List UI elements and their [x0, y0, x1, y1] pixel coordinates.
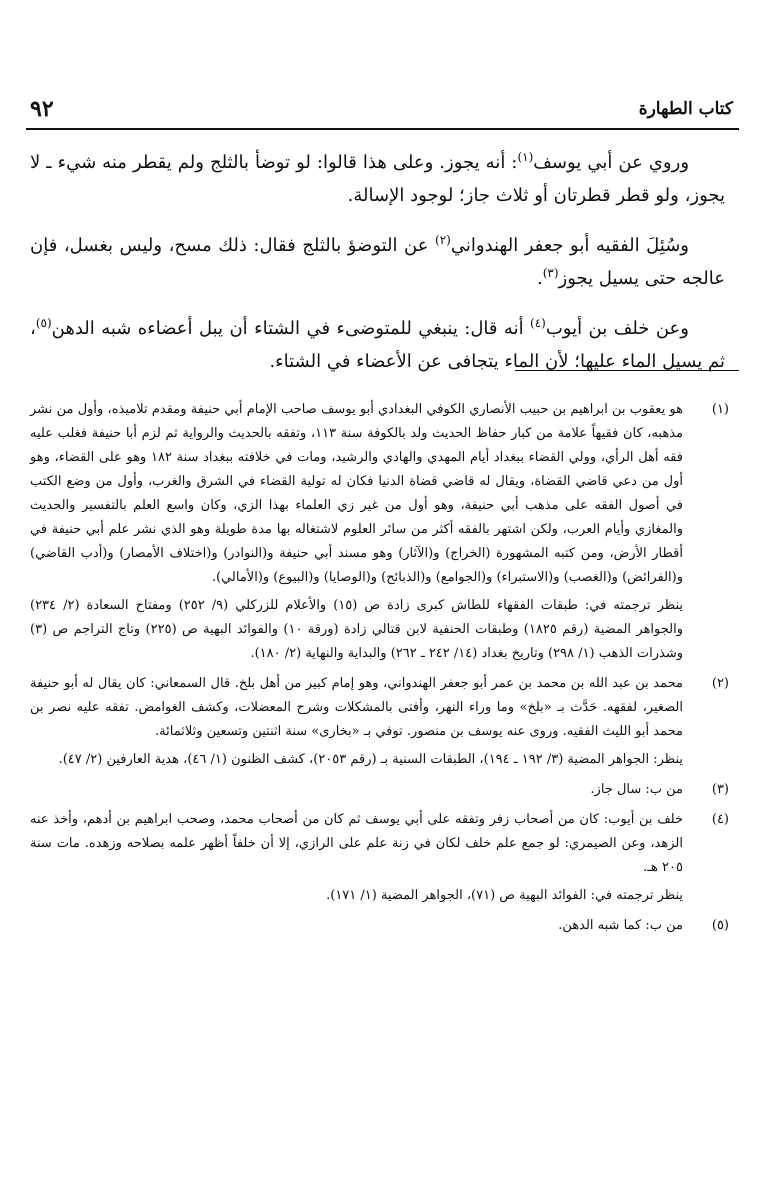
header-divider	[26, 128, 739, 130]
footnote-number: (٤)	[711, 812, 729, 827]
footnote-text: ينظر ترجمته في: طبقات الفقهاء للطاش كبرى زادة ص (١٥) والأعلام للزركلي (٩/ ٢٥٢) ومفتاح السعادة (٢/ ٢٣٤) والجواهر المضية (رقم ١٨٢٥) وطبقات الحنفية لابن قتالي زادة (ورقة ١٠) والفوائد البهية ص (٢٢٥) وتاج التراجم ص (٣) وشذرات الذهب (١/ ٢٩٨) وتاريخ بغداد (١٤/ ٢٤٢ ـ ٢٦٢) والبداية والنهاية (٢/ ١٨٠).	[30, 598, 684, 661]
main-paragraph: وسُئِلَ الفقيه أبو جعفر الهندواني$^{(٢)}$ عن التوضؤ بالثلج فقال: ذلك مسح، وليس بغسل، فإن عالجه حتى يسيل يجوز$^{(٣)}$.	[30, 233, 725, 289]
footnote-text: هو يعقوب بن ابراهيم بن حبيب الأنصاري الكوفي البغدادي أبو يوسف صاحب الإمام أبي حنيفة ومقدم تلاميذه، وأول من نشر مذهبه، كان فقيهاً علامة من كبار حفاظ الحديث ولد بالكوفة سنة ١١٣، وتفقه بالحديث والرواية ثم لزم أبا حنيفة فغلب عليه فقه أهل الرأي، وولي القضاء ببغداد أيام المهدي والهادي والرشيد، ومات في خلافته ببغداد سنة ١٨٢ وهو على القضاء، وهو أول من دعي قاضي القضاة، ويقال له قاضي قضاة الدنيا فكان له تولية القضاء في الشرق والغرب، وأول من وضع الكتب في أصول الفقه على مذهب أبي حنيفة، وهو أول من غير زي العلماء بهذا الزي، وكان واسع العلم بالتفسير والحديث والمغازي وأيام العرب، ولكن اشتهر بالفقه أكثر من سائر العلوم لاشتغاله بها مدة طويلة وهو الذي نشر علم أبي حنيفة في أقطار الأرض، ومن كتبه المشهورة (الخراج) و(الآثار) وهو مسند أبي حنيفة و(النوادر) و(اختلاف الأمصار) و(أدب القاضي) و(الفرائض) و(الغصب) و(الاستبراء) و(الجوامع) و(الذبائح) و(الوصايا) و(البيوع) و(الأمالي).	[30, 402, 684, 585]
running-title: كتاب الطهارة	[638, 99, 733, 119]
footnote-ref: (٣)	[542, 266, 559, 280]
footnote-text: ينظر: الجواهر المضية (٣/ ١٩٢ ـ ١٩٤)، الطبقات السنية بـ (رقم ٢٠٥٣)، كشف الظنون (١/ ٤٦)، هدية العارفين (٢/ ٤٧).	[58, 752, 683, 767]
footnote-ref: (٢)	[435, 233, 451, 247]
footnote	[30, 398, 729, 670]
footnote-text: من ب: سال جاز.	[590, 782, 683, 797]
page-number: ٩٢	[30, 96, 54, 122]
footnote	[30, 914, 729, 942]
footnote-ref: (٤)	[530, 316, 546, 330]
footnote-ref: (٥)	[35, 316, 52, 330]
footnote	[30, 672, 729, 776]
main-text	[30, 146, 725, 395]
footnote-number: (٣)	[711, 782, 729, 797]
footnote-body	[30, 398, 683, 670]
footnote	[30, 778, 729, 806]
footnote-number: (١)	[711, 402, 729, 417]
footnote-body	[30, 778, 683, 806]
footnote-text: ينظر ترجمته في: الفوائد البهية ص (٧١)، الجواهر المضية (١/ ١٧١).	[326, 888, 683, 903]
page-header	[30, 96, 733, 126]
main-paragraph: وعن خلف بن أيوب$^{(٤)}$ أنه قال: ينبغي للمتوضىء في الشتاء أن يبل أعضاءه شبه الدهن$^{(٥)}$، ثم يسيل الماء عليها؛ لأن الماء يتجافى عن الأعضاء في الشتاء.	[30, 316, 725, 372]
footnote-body	[30, 914, 683, 942]
footnote-body	[30, 808, 683, 912]
main-paragraph: وروي عن أبي يوسف$^{(١)}$: أنه يجوز. وعلى هذا قالوا: لو توضأ بالثلج ولم يقطر منه شيء ـ لا يجوز، ولو قطر قطرتان أو ثلاث جاز؛ لوجود الإسالة.	[30, 150, 725, 206]
footnote-text: من ب: كما شبه الدهن.	[558, 918, 683, 933]
footnote-text: محمد بن عبد الله بن محمد بن عمر أبو جعفر الهندواني، وهو إمام كبير من أهل بلخ. قال السمعاني: كان يقال له أبو حنيفة الصغير، لفقهه. حَدَّث بـ «بلخ» وما وراء النهر، وأفتى بالمشكلات وشرح المعضلات، وكشف الغوامض. تفقه عليه نصر بن محمد أبو الليث الفقيه. وروى عنه يوسف بن منصور. توفي بـ «بخارى» سنة اثنتين وتسعين وثلاثمائة.	[30, 676, 683, 739]
footnotes	[30, 398, 729, 944]
footnote	[30, 808, 729, 912]
footnote-divider	[515, 370, 739, 371]
footnote-text: خلف بن أيوب: كان من أصحاب زفر وتفقه على أبي يوسف ثم كان من أصحاب محمد، وصحب ابراهيم بن أدهم، وأخذ عنه الزهد، وعن الصيمري: لو جمع علم خلف لكان في زنة علم على الرازي، إلا أن خلفاً أظهر علمه بصلاحه وزهده. مات سنة ٢٠٥ هـ.	[30, 812, 683, 875]
footnote-number: (٢)	[711, 676, 729, 691]
footnote-body	[30, 672, 683, 776]
footnote-ref: (١)	[517, 150, 534, 164]
footnote-number: (٥)	[711, 918, 729, 933]
